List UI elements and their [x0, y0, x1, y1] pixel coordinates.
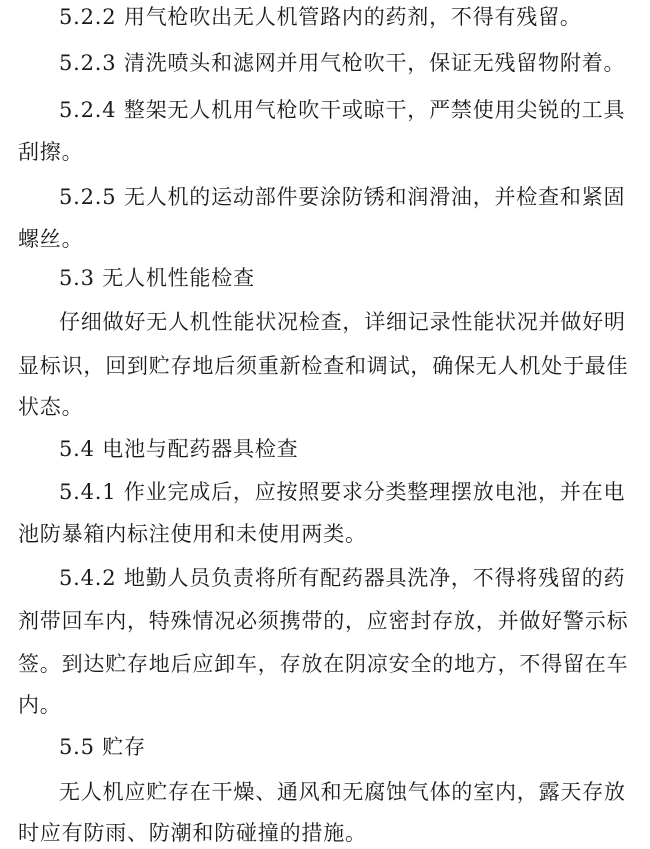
paragraph-5-2-5-line-1: 5.2.5 无人机的运动部件要涂防锈和润滑油，并检查和紧固 [59, 185, 626, 209]
paragraph-5-2-5-line-2: 螺丝。 [18, 227, 84, 251]
section-heading-5-5: 5.5 贮存 [59, 735, 146, 759]
paragraph-5-2-3-line-1: 5.2.3 清洗喷头和滤网并用气枪吹干，保证无残留物附着。 [59, 51, 626, 75]
paragraph-5-4-1-line-1: 5.4.1 作业完成后，应按照要求分类整理摆放电池，并在电 [59, 480, 626, 504]
paragraph-5-4-2-line-3: 签。到达贮存地后应卸车，存放在阴凉安全的地方，不得留在车 [18, 652, 629, 676]
paragraph-5-5-line-2: 时应有防雨、防潮和防碰撞的措施。 [18, 821, 367, 845]
paragraph-5-2-4-line-1: 5.2.4 整架无人机用气枪吹干或晾干，严禁使用尖锐的工具 [59, 98, 626, 122]
paragraph-5-4-1-line-2: 池防暴箱内标注使用和未使用两类。 [18, 522, 367, 546]
paragraph-5-4-2-line-2: 剂带回车内，特殊情况必须携带的，应密封存放，并做好警示标 [18, 609, 629, 633]
paragraph-5-3-line-1: 仔细做好无人机性能状况检查，详细记录性能状况并做好明 [59, 310, 626, 334]
paragraph-5-3-line-3: 状态。 [18, 395, 84, 419]
section-heading-5-4: 5.4 电池与配药器具检查 [59, 437, 299, 461]
paragraph-5-4-2-line-1: 5.4.2 地勤人员负责将所有配药器具洗净，不得将残留的药 [59, 566, 626, 590]
paragraph-5-2-4-line-2: 刮擦。 [18, 140, 84, 164]
paragraph-5-3-line-2: 显标识，回到贮存地后须重新检查和调试，确保无人机处于最佳 [18, 354, 629, 378]
paragraph-5-4-2-line-4: 内。 [18, 693, 62, 717]
paragraph-5-2-2-line-1: 5.2.2 用气枪吹出无人机管路内的药剂，不得有残留。 [59, 5, 582, 29]
paragraph-5-5-line-1: 无人机应贮存在干燥、通风和无腐蚀气体的室内，露天存放 [59, 780, 626, 804]
section-heading-5-3: 5.3 无人机性能检查 [59, 266, 255, 290]
